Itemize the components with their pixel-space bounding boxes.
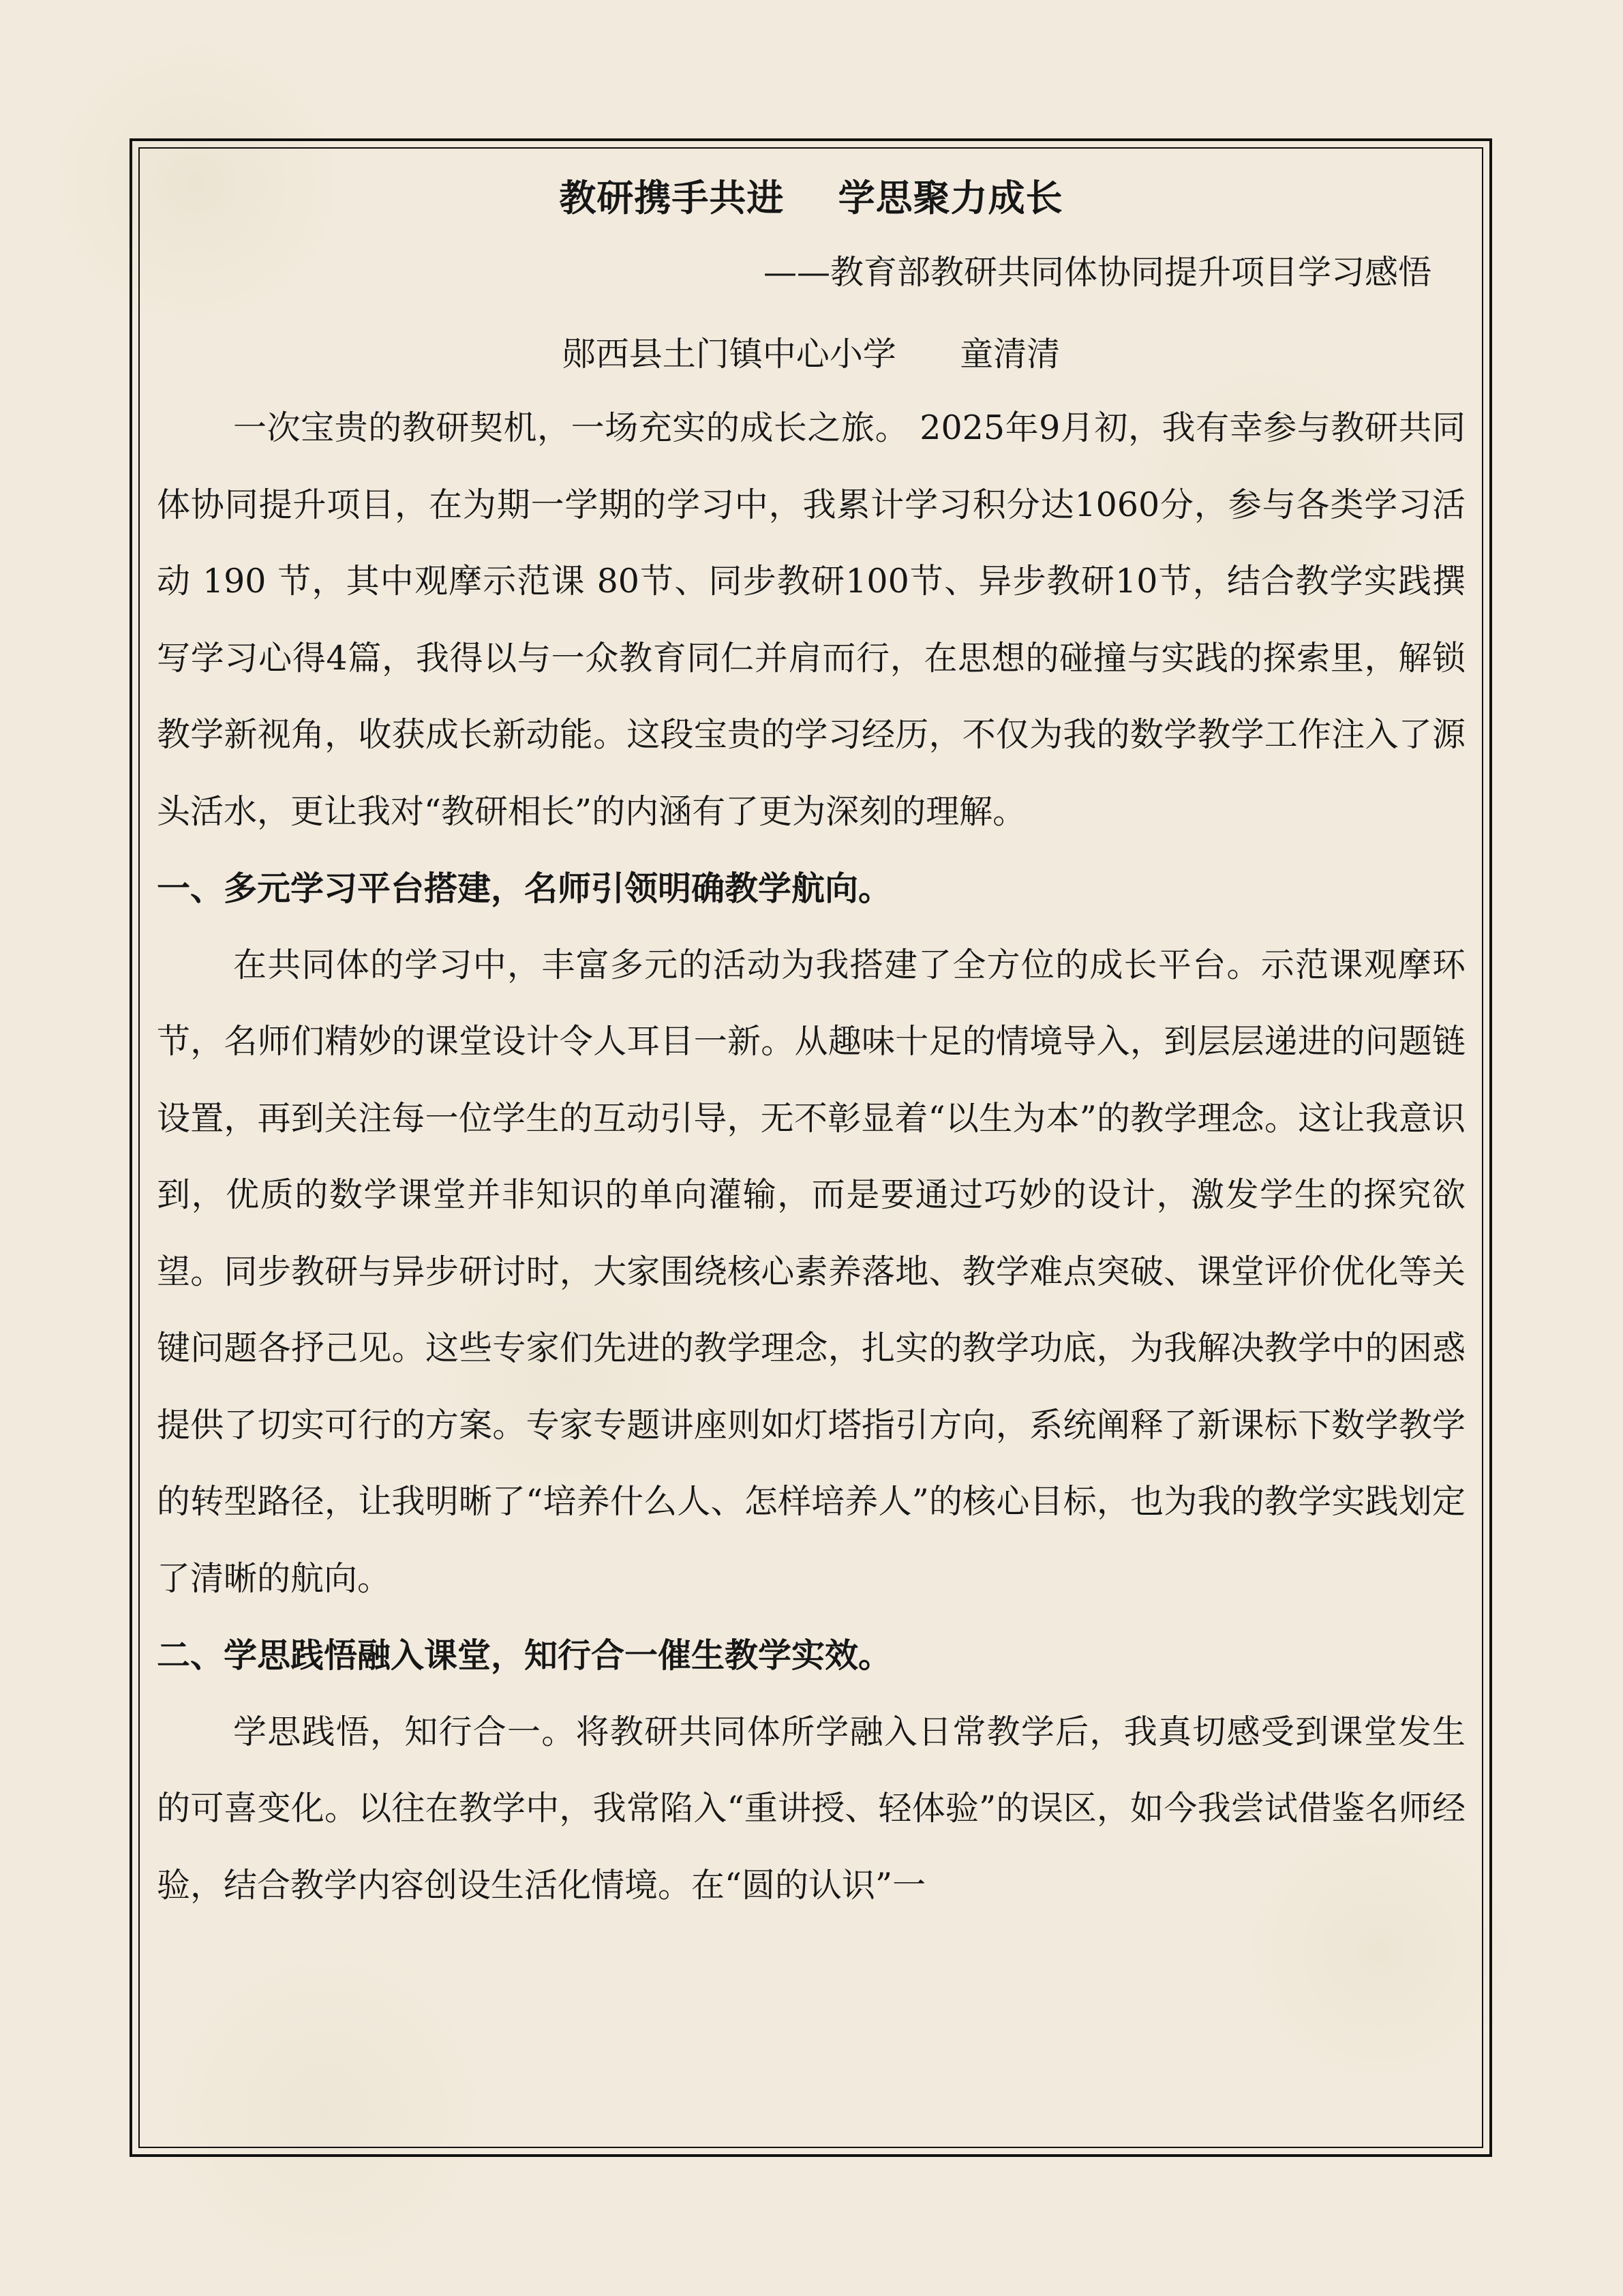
document-subtitle: ——教育部教研共同体协同提升项目学习感悟 <box>763 253 1431 292</box>
author-line: 郧西县土门镇中心小学 童清清 <box>562 335 1061 374</box>
paragraph-section-2: 学思践悟，知行合一。将教研共同体所学融入日常教学后，我真切感受到课堂发生的可喜变化。以往在教学中，我常陷入“重讲授、轻体验”的误区，如今我尝试借鉴名师经验，结合教学内容创设生活化情境。在“圆的认识”一 <box>157 1712 1466 1905</box>
section-heading-2: 二、学思践悟融入课堂，知行合一催生教学实效。 <box>157 1635 892 1675</box>
document-title: 教研携手共进 学思聚力成长 <box>559 176 1063 220</box>
paragraph-intro: 一次宝贵的教研契机，一场充实的成长之旅。 2025年9月初，我有幸参与教研共同体协同提升项目，在为期一学期的学习中，我累计学习积分达1060分，参与各类学习活动 190 节，其中观摩示范课 80节、同步教研100节、异步教研10节，结合教学实践撰写学习心得4篇，我得以与一众教育同仁并肩而行，在思想的碰撞与实践的探索里，解锁教学新视角，收获成长新动能。这段宝贵的学习经历，不仅为我的数学教学工作注入了源头活水，更让我对“教研相长”的内涵有了更为深刻的理解。 <box>157 408 1466 831</box>
section-heading-1: 一、多元学习平台搭建，名师引领明确教学航向。 <box>157 868 892 908</box>
paragraph-section-1: 在共同体的学习中，丰富多元的活动为我搭建了全方位的成长平台。示范课观摩环节，名师们精妙的课堂设计令人耳目一新。从趣味十足的情境导入，到层层递进的问题链设置，再到关注每一位学生的互动引导，无不彰显着“以生为本”的教学理念。这让我意识到，优质的数学课堂并非知识的单向灌输，而是要通过巧妙的设计，激发学生的探究欲望。同步教研与异步研讨时，大家围绕核心素养落地、教学难点突破、课堂评价优化等关键问题各抒己见。这些专家们先进的教学理念，扎实的教学功底，为我解决教学中的困惑提供了切实可行的方案。专家专题讲座则如灯塔指引方向，系统阐释了新课标下数学教学的转型路径，让我明晰了“培养什么人、怎样培养人”的核心目标，也为我的教学实践划定了清晰的航向。 <box>157 945 1466 1598</box>
document-body <box>157 164 1466 1924</box>
